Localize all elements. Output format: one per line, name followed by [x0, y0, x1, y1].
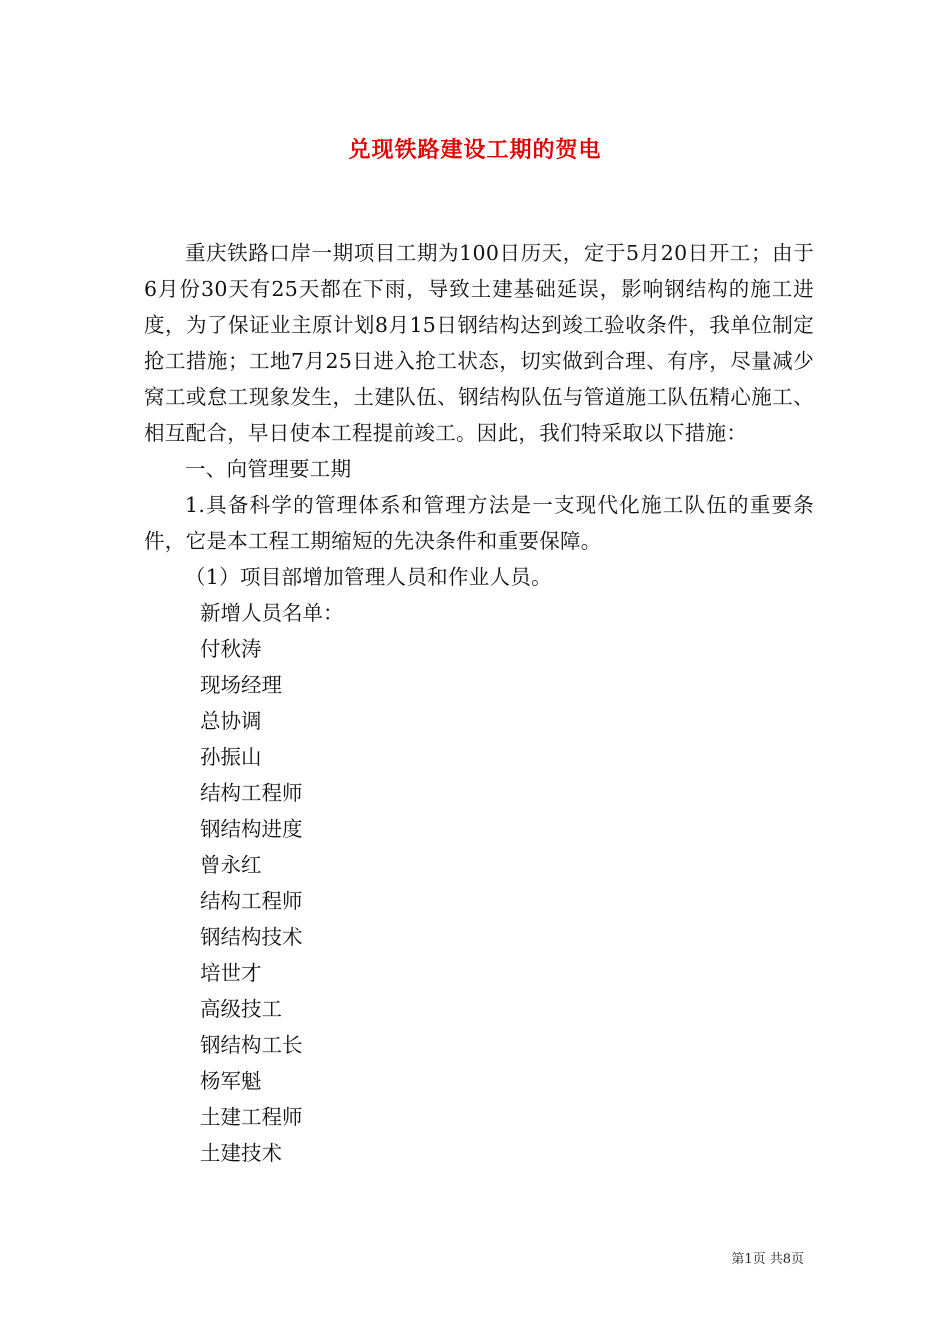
list-item: 杨军魁 [200, 1069, 262, 1093]
list-item: 钢结构工长 [200, 1033, 303, 1057]
list-item: 曾永红 [200, 853, 262, 877]
page-number-footer: 第1页 共8页 [731, 1252, 804, 1267]
list-item: 总协调 [200, 709, 262, 733]
list-item: 土建技术 [200, 1141, 282, 1165]
list-item: 付秋涛 [200, 637, 262, 661]
list-item: 高级技工 [200, 997, 282, 1021]
list-item: 结构工程师 [200, 781, 303, 805]
list-item: 钢结构技术 [200, 925, 303, 949]
list-item: 钢结构进度 [200, 817, 303, 841]
paragraph-management: 1.具备科学的管理体系和管理方法是一支现代化施工队伍的重要条件，它是本工程工期缩短的先决条件和重要保障。 [144, 493, 814, 553]
list-item: 培世才 [200, 961, 262, 985]
document-body [144, 235, 814, 1171]
list-item: 结构工程师 [200, 889, 303, 913]
item-line: （1）项目部增加管理人员和作业人员。 [185, 565, 552, 589]
paragraph-intro: 重庆铁路口岸一期项目工期为100日历天，定于5月20日开工；由于6月份30天有25天都在下雨，导致土建基础延误，影响钢结构的施工进度，为了保证业主原计划8月15日钢结构达到竣工验收条件，我单位制定抢工措施；工地7月25日进入抢工状态，切实做到合理、有序，尽量减少窝工或怠工现象发生，土建队伍、钢结构队伍与管道施工队伍精心施工、相互配合，早日使本工程提前竣工。因此，我们特采取以下措施： [144, 241, 814, 445]
list-item: 土建工程师 [200, 1105, 303, 1129]
list-item: 孙振山 [200, 745, 262, 769]
document-title: 兑现铁路建设工期的贺电 [348, 137, 602, 163]
section-heading: 一、向管理要工期 [185, 457, 352, 481]
list-item: 现场经理 [200, 673, 282, 697]
list-title: 新增人员名单： [200, 601, 344, 625]
